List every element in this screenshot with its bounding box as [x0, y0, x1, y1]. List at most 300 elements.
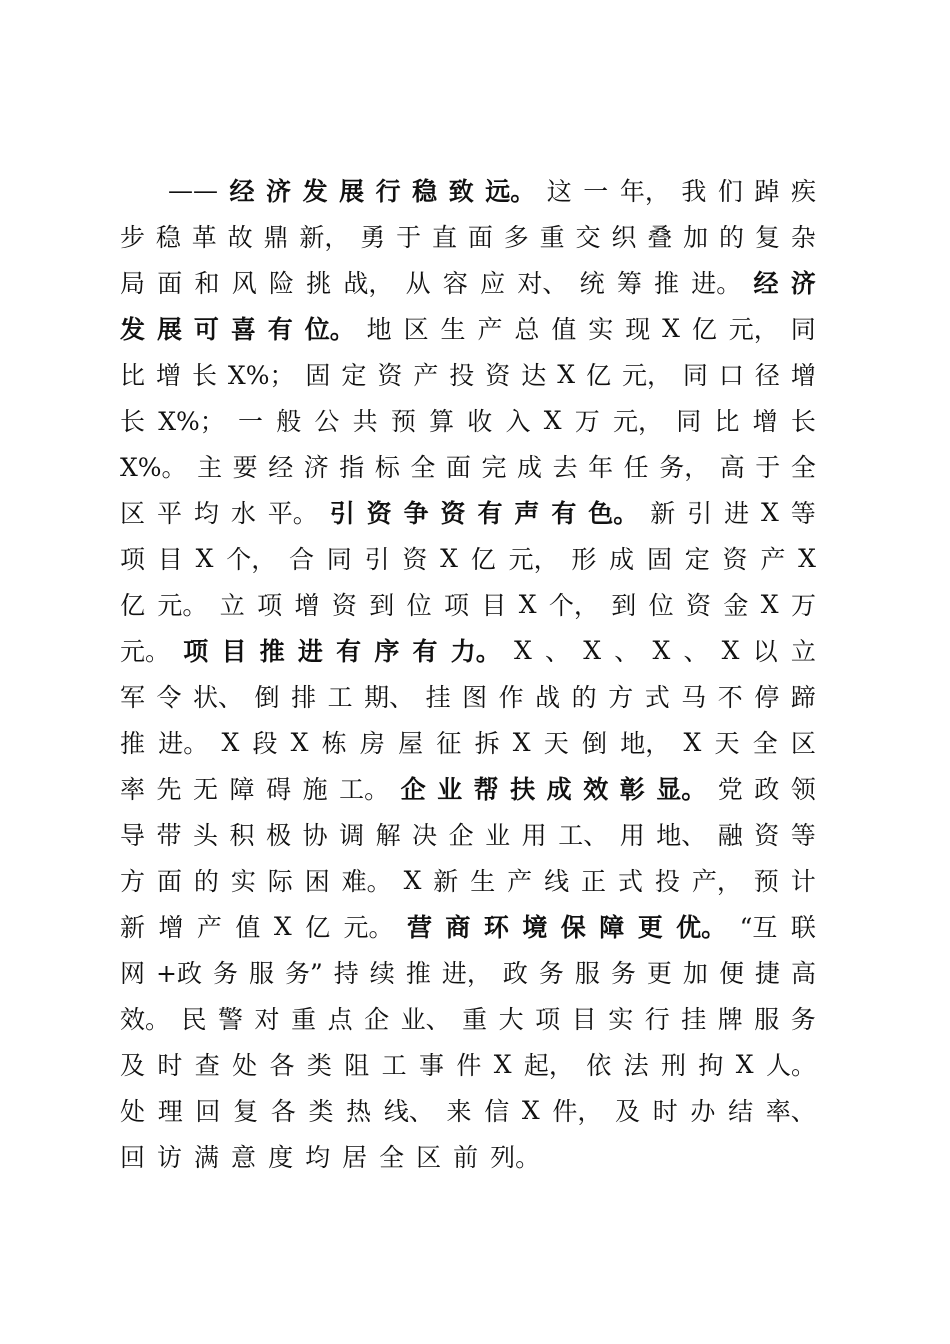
text-segment: 、 — [544, 637, 570, 666]
text-segment: 多 — [503, 223, 529, 252]
text-segment: 办 — [690, 1097, 716, 1126]
text-segment: 企 — [448, 821, 474, 850]
text-segment: 稳 — [155, 223, 181, 252]
text-segment: 各 — [270, 1097, 296, 1126]
text-segment: 满 — [194, 1143, 220, 1172]
text-segment: 进。 — [691, 269, 742, 298]
text-segment: 区 — [403, 315, 429, 344]
text-segment: 率 — [120, 775, 146, 804]
text-segment: 险 — [268, 269, 294, 298]
text-segment: 入 — [505, 407, 531, 436]
text-segment: 牌 — [717, 1005, 743, 1034]
bold-text-segment: 成 — [546, 775, 572, 804]
bold-text-segment: 位。 — [304, 315, 355, 344]
text-segment: 更 — [646, 959, 672, 988]
text-segment: 件， — [552, 1097, 603, 1126]
text-segment: 同 — [326, 545, 352, 574]
text-segment: X — [440, 543, 458, 573]
text-line — [120, 351, 816, 397]
text-segment: 项 — [444, 591, 470, 620]
text-segment: 增 — [155, 361, 181, 390]
text-line — [120, 397, 816, 443]
text-segment: 资 — [331, 591, 357, 620]
bold-text-segment: 引 — [329, 499, 355, 528]
text-segment: 区 — [790, 729, 816, 758]
bold-text-segment: 资 — [366, 499, 392, 528]
text-segment: 令 — [156, 683, 182, 712]
text-segment: X — [512, 727, 531, 757]
text-segment: 成 — [609, 545, 635, 574]
text-segment: 决 — [412, 821, 438, 850]
text-segment: 式 — [644, 683, 670, 712]
text-segment: 比 — [714, 407, 740, 436]
text-segment: X — [273, 911, 292, 941]
text-segment: 指 — [339, 453, 365, 482]
paragraph-body — [120, 167, 816, 1179]
text-segment: 值 — [235, 913, 261, 942]
text-line — [120, 305, 816, 351]
text-segment: 际 — [267, 867, 293, 896]
text-segment: 政 — [754, 775, 780, 804]
text-segment: 及 — [120, 1051, 146, 1080]
text-segment: 预 — [753, 867, 779, 896]
text-segment: 主 — [197, 453, 223, 482]
text-segment: 征 — [436, 729, 462, 758]
bold-text-segment: 更 — [637, 913, 663, 942]
bold-text-segment: 有 — [412, 637, 438, 666]
text-segment: 容 — [442, 269, 468, 298]
text-segment: 公 — [314, 407, 340, 436]
bold-text-segment: 帮 — [473, 775, 499, 804]
text-segment: 度 — [268, 1143, 294, 1172]
text-segment: 式 — [617, 867, 643, 896]
text-segment: 投 — [654, 867, 680, 896]
bold-text-segment: 稳 — [412, 177, 438, 206]
text-segment: 时 — [652, 1097, 678, 1126]
text-segment: 服 — [574, 959, 600, 988]
bold-text-segment: 环 — [483, 913, 509, 942]
bold-text-segment: 项 — [183, 637, 209, 666]
text-segment: 推 — [405, 959, 431, 988]
text-segment: 新 — [120, 913, 146, 942]
text-segment: 产 — [413, 361, 439, 390]
text-segment: 方 — [608, 683, 634, 712]
text-segment: 元， — [612, 407, 663, 436]
text-segment: 均 — [193, 499, 219, 528]
text-segment: 服 — [248, 959, 274, 988]
text-segment: 进。 — [158, 729, 209, 758]
text-segment: 般 — [276, 407, 302, 436]
bold-text-segment: 障 — [599, 913, 625, 942]
text-segment: 捷 — [754, 959, 780, 988]
text-segment: 合 — [288, 545, 314, 574]
text-segment: 时 — [157, 1051, 183, 1080]
text-segment: 结 — [728, 1097, 754, 1126]
text-line — [120, 903, 816, 949]
text-segment: 从 — [405, 269, 431, 298]
text-segment: 障 — [229, 775, 255, 804]
text-segment: 定 — [684, 545, 710, 574]
text-segment: 重 — [462, 1005, 488, 1034]
text-segment: 先 — [156, 775, 182, 804]
text-segment: 警 — [218, 1005, 244, 1034]
text-segment: 正 — [581, 867, 607, 896]
text-segment: 务 — [790, 1005, 816, 1034]
bold-text-segment: 资 — [440, 499, 466, 528]
text-segment: 重 — [291, 1005, 317, 1034]
text-segment: 挑 — [306, 269, 332, 298]
text-line — [120, 1133, 816, 1179]
text-segment: 地 — [366, 315, 392, 344]
text-segment: 进 — [724, 499, 750, 528]
text-segment: 碍 — [266, 775, 292, 804]
text-segment: 亿 — [691, 315, 717, 344]
text-segment: 新 — [650, 499, 676, 528]
text-segment: 平 — [156, 499, 182, 528]
text-segment: 推 — [120, 729, 146, 758]
text-segment: 回 — [120, 1143, 146, 1172]
bold-text-segment: 有 — [551, 499, 577, 528]
text-segment: 立 — [790, 637, 816, 666]
text-segment: 领 — [790, 775, 816, 804]
bold-text-segment: 展 — [156, 315, 182, 344]
text-segment: 增 — [752, 407, 778, 436]
text-segment: 织 — [611, 223, 637, 252]
text-segment: 件 — [456, 1051, 482, 1080]
text-segment: 挂 — [681, 1005, 707, 1034]
text-segment: 极 — [266, 821, 292, 850]
text-line — [120, 995, 816, 1041]
text-segment: 去 — [552, 453, 578, 482]
text-segment: 意 — [231, 1143, 257, 1172]
text-segment: 元。 — [120, 637, 171, 666]
text-segment: 法 — [623, 1051, 649, 1080]
text-segment: 线 — [544, 867, 570, 896]
text-line — [120, 213, 816, 259]
text-segment: 导 — [120, 821, 146, 850]
text-segment: 筹 — [616, 269, 642, 298]
text-line — [120, 1087, 816, 1133]
text-segment: 项 — [257, 591, 283, 620]
text-segment: 面 — [157, 269, 183, 298]
text-segment: 一 — [237, 407, 263, 436]
text-segment: 务， — [659, 453, 710, 482]
text-line — [120, 1041, 816, 1087]
text-segment: 解 — [375, 821, 401, 850]
text-segment: 万 — [790, 591, 816, 620]
bold-text-segment: 经 — [229, 177, 255, 206]
text-segment: 完 — [481, 453, 507, 482]
bold-text-segment: 发 — [120, 315, 146, 344]
text-segment: 亿 — [120, 591, 146, 620]
text-segment: 各 — [269, 1051, 295, 1080]
text-segment: 形 — [571, 545, 597, 574]
text-segment: 战， — [343, 269, 394, 298]
text-line — [120, 857, 816, 903]
text-segment: 标 — [374, 453, 400, 482]
bold-text-segment: 有 — [267, 315, 293, 344]
text-segment: 资 — [754, 821, 780, 850]
text-segment: 交 — [575, 223, 601, 252]
text-segment: 访 — [157, 1143, 183, 1172]
text-segment: 加 — [683, 223, 709, 252]
bold-text-segment: 显。 — [656, 775, 707, 804]
text-segment: 屋 — [398, 729, 424, 758]
text-segment: 元， — [728, 315, 779, 344]
text-segment: 网 — [120, 959, 146, 988]
bold-text-segment: 扶 — [510, 775, 536, 804]
text-segment: X — [518, 589, 537, 619]
text-segment: 大 — [498, 1005, 524, 1034]
bold-text-segment: 保 — [560, 913, 586, 942]
text-segment: 积 — [229, 821, 255, 850]
text-line — [120, 167, 816, 213]
text-segment: 热 — [346, 1097, 372, 1126]
text-segment: 房 — [359, 729, 385, 758]
text-segment: 叠 — [647, 223, 673, 252]
text-segment: 期、 — [364, 683, 415, 712]
bold-text-segment: 致 — [448, 177, 474, 206]
text-segment: 产 — [477, 315, 503, 344]
text-segment: 挂 — [425, 683, 451, 712]
bold-text-segment: 优。 — [676, 913, 727, 942]
text-line — [120, 443, 816, 489]
text-segment: 产 — [507, 867, 533, 896]
text-segment: X — [493, 1049, 512, 1079]
text-segment: 居 — [342, 1143, 368, 1172]
text-segment: 面 — [445, 453, 471, 482]
text-segment: 的 — [571, 683, 597, 712]
text-segment: 引 — [687, 499, 713, 528]
bold-text-segment: 远。 — [485, 177, 536, 206]
bold-text-segment: 营 — [406, 913, 432, 942]
text-segment: 来 — [446, 1097, 472, 1126]
bold-text-segment: 有 — [477, 499, 503, 528]
text-segment: 增 — [158, 913, 184, 942]
text-segment: 于 — [755, 453, 781, 482]
text-segment: 疾 — [790, 177, 816, 206]
text-segment: 区 — [120, 499, 146, 528]
text-segment: 依 — [586, 1051, 612, 1080]
text-segment: 产， — [691, 867, 742, 896]
text-segment: X%； — [158, 407, 225, 436]
text-segment: 固 — [305, 361, 331, 390]
text-segment: 党 — [717, 775, 743, 804]
text-segment: 全 — [410, 453, 436, 482]
text-segment: 直 — [432, 223, 458, 252]
bold-text-segment: 进 — [297, 637, 323, 666]
text-segment: 立 — [219, 591, 245, 620]
text-segment: 服 — [754, 1005, 780, 1034]
text-segment: 同 — [790, 315, 816, 344]
text-segment: 困 — [304, 867, 330, 896]
text-segment: X — [557, 359, 576, 389]
text-segment: 的 — [719, 223, 745, 252]
text-segment: 天 — [714, 729, 740, 758]
text-line — [120, 719, 816, 765]
text-segment: 目 — [157, 545, 183, 574]
text-segment: X — [543, 405, 562, 435]
bold-text-segment: 行 — [375, 177, 401, 206]
bold-text-segment: 济 — [790, 269, 816, 298]
text-segment: 线、 — [383, 1097, 434, 1126]
text-segment: 生 — [470, 867, 496, 896]
text-segment: 列。 — [490, 1143, 541, 1172]
bold-text-segment: 展 — [339, 177, 365, 206]
text-segment: 人。 — [765, 1051, 816, 1080]
text-segment: 加 — [682, 959, 708, 988]
text-segment: 革 — [191, 223, 217, 252]
bold-text-segment: 企 — [400, 775, 426, 804]
text-segment: 现 — [625, 315, 651, 344]
text-segment: 应 — [480, 269, 506, 298]
text-segment: 我 — [681, 177, 707, 206]
bold-text-segment: 目 — [221, 637, 247, 666]
text-segment: 难。 — [341, 867, 392, 896]
text-segment: 局 — [120, 269, 146, 298]
text-segment: 段 — [252, 729, 278, 758]
text-segment: 新 — [433, 867, 459, 896]
text-segment: 工 — [327, 683, 353, 712]
text-segment: X%。 — [120, 453, 187, 482]
bold-text-segment: 有 — [336, 637, 362, 666]
text-segment: 资 — [485, 361, 511, 390]
text-segment: 均 — [305, 1143, 331, 1172]
text-segment: 年， — [619, 177, 670, 206]
text-segment: X — [721, 635, 740, 665]
text-segment: 停 — [754, 683, 780, 712]
text-segment: 于 — [396, 223, 422, 252]
text-segment: 务 — [538, 959, 564, 988]
text-segment: 收 — [467, 407, 493, 436]
text-segment: 元。 — [157, 591, 208, 620]
text-segment: 年 — [588, 453, 614, 482]
bold-text-segment: 色。 — [588, 499, 639, 528]
text-segment: X — [195, 543, 214, 573]
text-segment: 成 — [517, 453, 543, 482]
text-segment: 产 — [196, 913, 222, 942]
text-segment: 任 — [623, 453, 649, 482]
text-segment: X — [760, 589, 779, 619]
text-segment: 比 — [120, 361, 146, 390]
text-segment: 无 — [193, 775, 219, 804]
text-segment: 军 — [120, 683, 146, 712]
text-segment: 目 — [571, 1005, 597, 1034]
text-segment: 阻 — [344, 1051, 370, 1080]
text-segment: 务 — [610, 959, 636, 988]
text-segment: 长 — [191, 361, 217, 390]
text-segment: 业、 — [400, 1005, 451, 1034]
text-segment: 倒 — [254, 683, 280, 712]
text-segment: 复 — [754, 223, 780, 252]
text-segment: 杂 — [790, 223, 816, 252]
text-segment: 勇 — [360, 223, 386, 252]
text-line — [120, 765, 816, 811]
text-segment: 算 — [429, 407, 455, 436]
text-segment: 万 — [574, 407, 600, 436]
text-segment: 及 — [615, 1097, 641, 1126]
text-segment: 投 — [449, 361, 475, 390]
text-segment: 同 — [682, 361, 708, 390]
text-segment: X — [403, 865, 422, 895]
text-segment: 用 — [521, 821, 547, 850]
text-segment: 重 — [539, 223, 565, 252]
text-segment: 进， — [441, 959, 492, 988]
text-segment: “互 — [739, 913, 778, 942]
text-segment: 民 — [181, 1005, 207, 1034]
text-segment: 、 — [683, 637, 709, 666]
text-segment: 等 — [790, 499, 816, 528]
text-segment: 值 — [551, 315, 577, 344]
text-segment: 全 — [790, 453, 816, 482]
text-segment: 区 — [416, 1143, 442, 1172]
text-segment: 回 — [195, 1097, 221, 1126]
text-segment: 目 — [481, 591, 507, 620]
text-segment: 引 — [364, 545, 390, 574]
text-segment: 类 — [308, 1097, 334, 1126]
text-segment: 的 — [193, 867, 219, 896]
text-line — [120, 535, 816, 581]
text-segment: 高 — [790, 959, 816, 988]
text-segment: 便 — [718, 959, 744, 988]
text-segment: 行 — [644, 1005, 670, 1034]
text-line — [120, 811, 816, 857]
text-segment: 增 — [790, 361, 816, 390]
text-segment: X — [221, 727, 240, 757]
text-line — [120, 489, 816, 535]
text-segment: 实 — [608, 1005, 634, 1034]
text-line — [120, 627, 816, 673]
text-segment: 共 — [352, 407, 378, 436]
text-segment: 亿 — [585, 361, 611, 390]
text-segment: 风 — [231, 269, 257, 298]
text-segment: 个， — [548, 591, 599, 620]
text-segment: 产 — [760, 545, 786, 574]
text-segment: 平。 — [267, 499, 318, 528]
bold-text-segment: 争 — [403, 499, 429, 528]
text-segment: 点 — [327, 1005, 353, 1034]
text-segment: 生 — [440, 315, 466, 344]
text-segment: 面 — [467, 223, 493, 252]
text-segment: 前 — [453, 1143, 479, 1172]
text-segment: 一 — [583, 177, 609, 206]
text-segment: 和 — [194, 269, 220, 298]
bold-text-segment: 发 — [302, 177, 328, 206]
text-segment: 带 — [156, 821, 182, 850]
text-segment: 位 — [406, 591, 432, 620]
text-segment: 倒 — [582, 729, 608, 758]
text-segment: 不 — [717, 683, 743, 712]
text-segment: 方 — [120, 867, 146, 896]
bold-text-segment: 经 — [753, 269, 779, 298]
text-segment: 作 — [498, 683, 524, 712]
text-segment: 径 — [754, 361, 780, 390]
text-segment: 资 — [377, 361, 403, 390]
text-segment: 个， — [226, 545, 277, 574]
text-segment: 项 — [535, 1005, 561, 1034]
text-segment: 等 — [790, 821, 816, 850]
text-segment: 续 — [369, 959, 395, 988]
text-segment: 资 — [722, 545, 748, 574]
text-segment: 到 — [611, 591, 637, 620]
text-segment: X — [290, 727, 309, 757]
text-segment: 达 — [521, 361, 547, 390]
text-segment: 统 — [579, 269, 605, 298]
text-segment: 效。 — [120, 1005, 171, 1034]
text-segment: 故 — [227, 223, 253, 252]
text-segment: 亿 — [470, 545, 496, 574]
text-segment: X — [521, 1095, 540, 1125]
